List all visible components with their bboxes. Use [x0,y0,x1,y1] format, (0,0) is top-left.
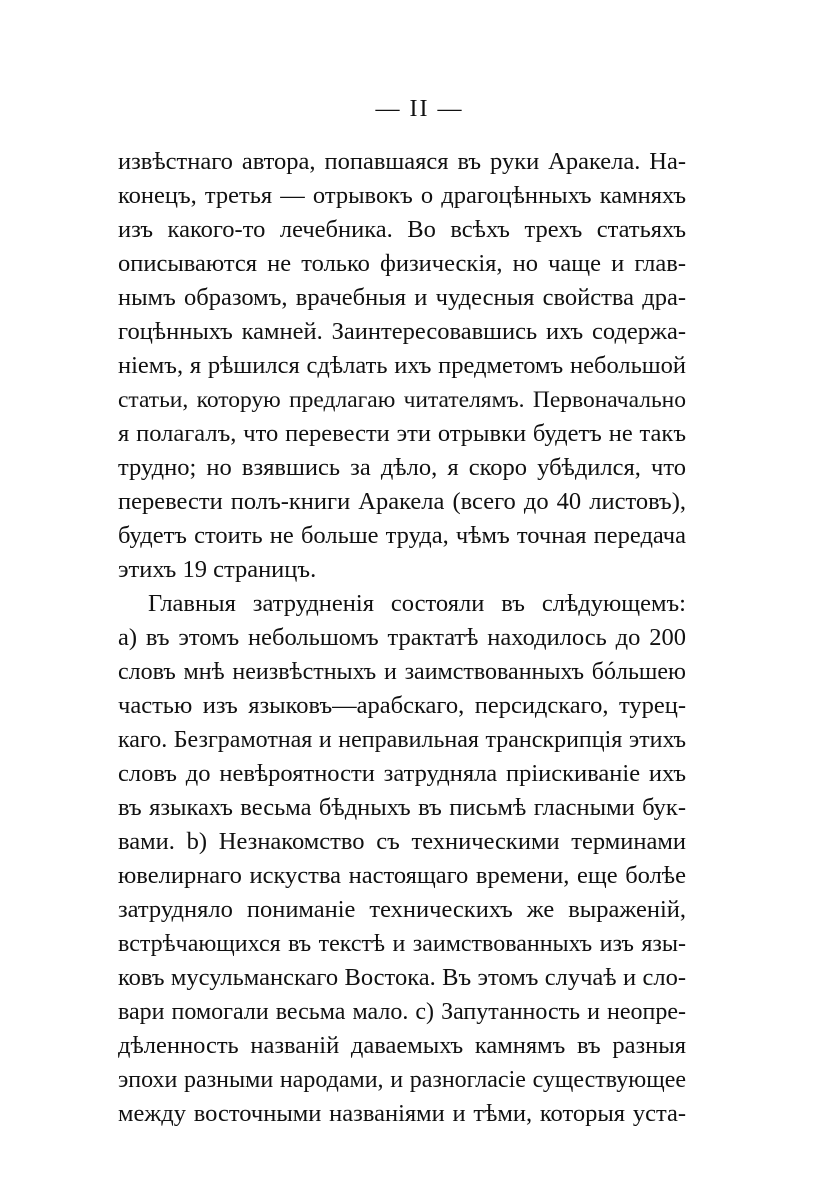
text-line: перевести полъ-книги Аракела (всего до 40 листовъ), [118,488,686,515]
text-line: извѣстнаго автора, попавшаяся въ руки Аракела. На- [118,148,686,175]
text-line: описываются не только физическія, но чаще и глав- [118,250,686,277]
text-line: эпохи разными народами, и разногласіе существующее [118,1067,686,1093]
text-line: каго. Безграмотная и неправильная транскрипція этихъ [118,727,686,753]
body-text [118,145,686,1131]
text-line: a) въ этомъ небольшомъ трактатѣ находилось до 200 [118,624,686,651]
text-line: будетъ стоить не больше труда, чѣмъ точная передача [118,522,686,549]
text-line: изъ какого-то лечебника. Во всѣхъ трехъ статьяхъ [118,216,686,243]
text-line: ковъ мусульманскаго Востока. Въ этомъ случаѣ и сло- [118,964,686,991]
text-line: словъ до невѣроятности затрудняла пріискиваніе ихъ [118,760,686,787]
text-line: нымъ образомъ, врачебныя и чудесныя свойства дра- [118,284,686,311]
page-header [0,96,839,123]
text-line: ювелирнаго искуства настоящаго времени, еще болѣе [118,862,686,889]
text-line: статьи, которую предлагаю читателямъ. Первоначально [118,387,686,413]
text-line: затрудняло пониманіе техническихъ же выраженій, [118,896,686,923]
page-number: — II — [375,96,464,122]
text-line: вами. b) Незнакомство съ техническими терминами [118,828,686,855]
text-line: конецъ, третья — отрывокъ о драгоцѣнныхъ камняхъ [118,182,686,209]
paragraph-first-line: Главныя затрудненія состояли въ слѣдующемъ: [148,590,686,617]
text-line: гоцѣнныхъ камней. Заинтересовавшись ихъ содержа- [118,318,686,345]
paragraph-end-line: этихъ 19 страницъ. [118,556,317,583]
text-line: я полагалъ, что перевести эти отрывки будетъ не такъ [118,420,686,447]
text-line: въ языкахъ весьма бѣдныхъ въ письмѣ гласными бук- [118,794,686,821]
text-line: частью изъ языковъ—арабскаго, персидскаго, турец- [118,692,686,719]
text-line: ніемъ, я рѣшился сдѣлать ихъ предметомъ небольшой [118,352,686,379]
text-line: дѣленность названій даваемыхъ камнямъ въ разныя [118,1032,686,1059]
text-line: встрѣчающихся въ текстѣ и заимствованныхъ изъ язы- [118,931,686,957]
text-line: между восточными названіями и тѣми, которыя уста- [118,1100,686,1127]
text-line: словъ мнѣ неизвѣстныхъ и заимствованныхъ бóльшею [118,659,686,685]
text-line: трудно; но взявшись за дѣло, я скоро убѣдился, что [118,454,686,481]
text-line: вари помогали весьма мало. c) Запутанность и неопре- [118,999,686,1025]
